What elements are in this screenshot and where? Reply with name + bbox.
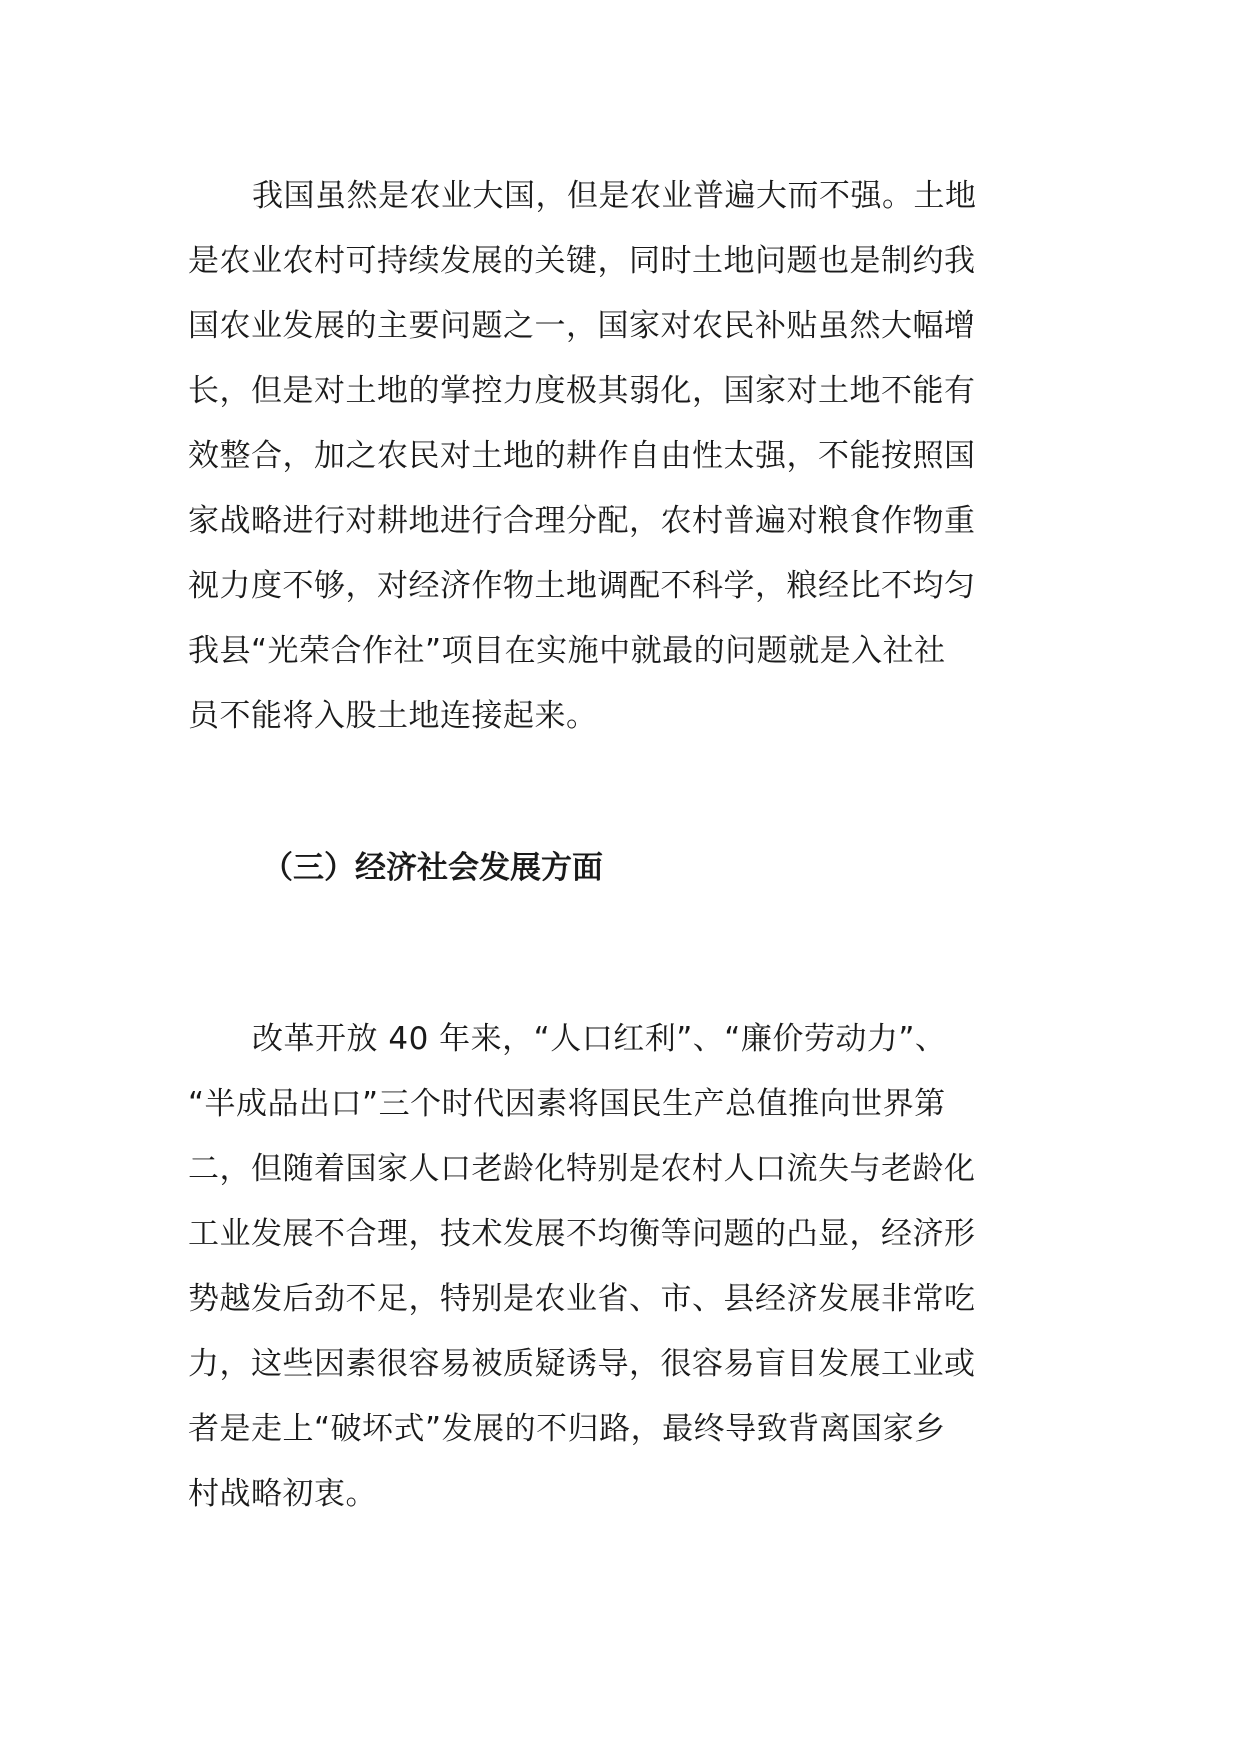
text-line: 员不能将入股土地连接起来。: [188, 698, 598, 734]
section-heading: （三）经济社会发展方面: [262, 850, 603, 886]
text-line: 村战略初衷。: [188, 1476, 377, 1512]
text-line: 二，但随着国家人口老龄化特别是农村人口流失与老龄化: [188, 1151, 976, 1187]
paragraph-text: [188, 1007, 1056, 1527]
text-line: 效整合，加之农民对土地的耕作自由性太强，不能按照国: [188, 438, 976, 474]
text-line: 者是走上“破坏式”发展的不归路，最终导致背离国家乡: [188, 1411, 946, 1447]
text-line: 我县“光荣合作社”项目在实施中就最的问题就是入社社: [188, 633, 946, 669]
text-line: 工业发展不合理，技术发展不均衡等问题的凸显，经济形: [188, 1216, 976, 1252]
text-line: “半成品出口”三个时代因素将国民生产总值推向世界第: [188, 1086, 946, 1122]
text-line: 家战略进行对耕地进行合理分配，农村普遍对粮食作物重: [188, 503, 976, 539]
text-line: 国农业发展的主要问题之一，国家对农民补贴虽然大幅增: [188, 308, 976, 344]
paragraph-economy: [188, 1007, 1056, 1527]
text-line: 力，这些因素很容易被质疑诱导，很容易盲目发展工业或: [188, 1346, 976, 1382]
text-line: 我国虽然是农业大国，但是农业普遍大而不强。土地: [252, 178, 977, 214]
text-line: 视力度不够，对经济作物土地调配不科学，粮经比不均匀: [188, 568, 976, 604]
text-line: 是农业农村可持续发展的关键，同时土地问题也是制约我: [188, 243, 976, 279]
paragraph-text: [188, 164, 1056, 749]
paragraph-land: [188, 164, 1056, 749]
text-line: 改革开放 40 年来，“人口红利”、“廉价劳动力”、: [252, 1021, 947, 1057]
text-line: 势越发后劲不足，特别是农业省、市、县经济发展非常吃: [188, 1281, 976, 1317]
text-line: 长，但是对土地的掌控力度极其弱化，国家对土地不能有: [188, 373, 976, 409]
